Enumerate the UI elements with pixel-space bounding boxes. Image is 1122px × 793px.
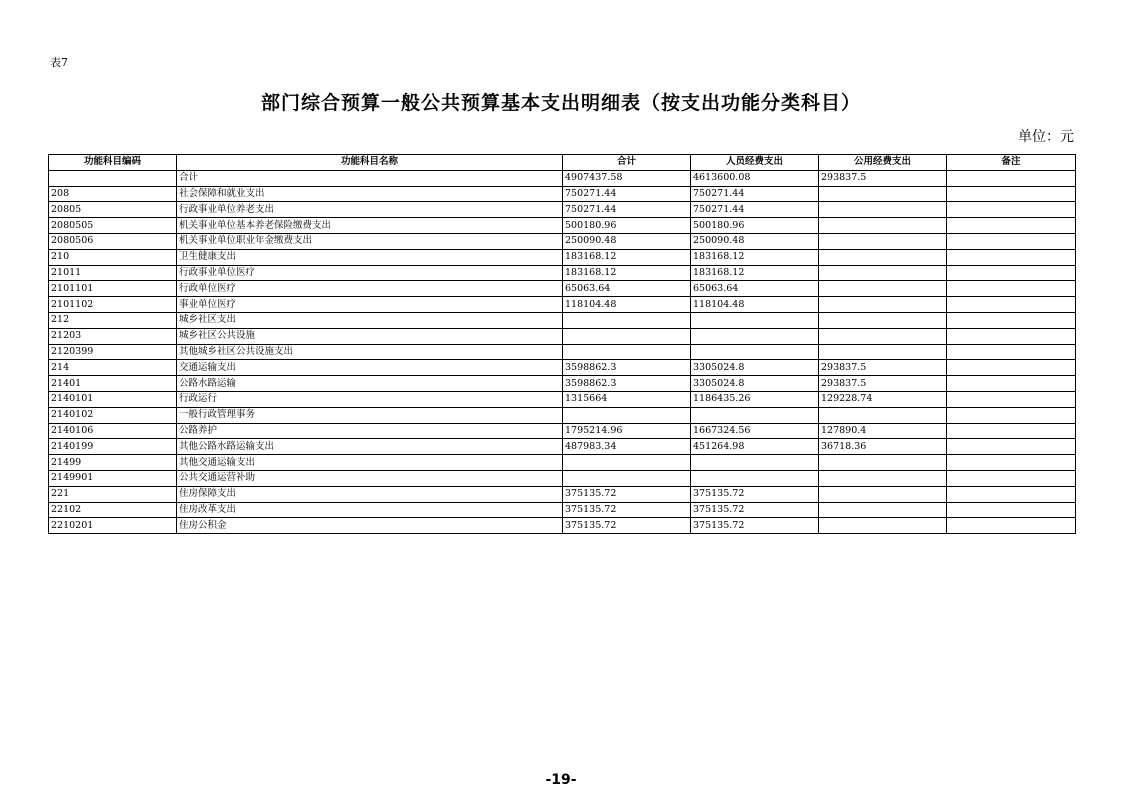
cell-code: 2080506	[49, 233, 177, 249]
column-header-personnel: 人员经费支出	[691, 155, 819, 171]
cell-code: 2140199	[49, 439, 177, 455]
cell-code: 2140106	[49, 423, 177, 439]
cell-total	[563, 344, 691, 360]
cell-total: 183168.12	[563, 249, 691, 265]
cell-code: 21203	[49, 328, 177, 344]
cell-total: 1795214.96	[563, 423, 691, 439]
cell-public	[819, 297, 947, 313]
cell-total: 118104.48	[563, 297, 691, 313]
cell-remarks	[947, 376, 1076, 392]
cell-code: 21401	[49, 376, 177, 392]
cell-code	[49, 170, 177, 186]
cell-remarks	[947, 328, 1076, 344]
cell-public: 127890.4	[819, 423, 947, 439]
cell-name: 交通运输支出	[177, 360, 563, 376]
cell-personnel	[691, 344, 819, 360]
cell-remarks	[947, 486, 1076, 502]
cell-public	[819, 312, 947, 328]
cell-personnel: 183168.12	[691, 265, 819, 281]
table-row	[49, 281, 1076, 297]
table-row	[49, 518, 1076, 534]
cell-remarks	[947, 407, 1076, 423]
cell-total: 375135.72	[563, 486, 691, 502]
cell-total: 1315664	[563, 391, 691, 407]
cell-total	[563, 328, 691, 344]
table-row	[49, 297, 1076, 313]
cell-personnel: 250090.48	[691, 233, 819, 249]
cell-personnel	[691, 312, 819, 328]
cell-remarks	[947, 312, 1076, 328]
page-title: 部门综合预算一般公共预算基本支出明细表（按支出功能分类科目）	[260, 92, 861, 114]
cell-code: 2140102	[49, 407, 177, 423]
cell-public	[819, 281, 947, 297]
cell-personnel: 375135.72	[691, 518, 819, 534]
cell-personnel	[691, 328, 819, 344]
cell-total: 183168.12	[563, 265, 691, 281]
cell-name: 公路养护	[177, 423, 563, 439]
cell-personnel: 3305024.8	[691, 360, 819, 376]
cell-public	[819, 486, 947, 502]
cell-public	[819, 233, 947, 249]
cell-personnel: 451264.98	[691, 439, 819, 455]
cell-total: 487983.34	[563, 439, 691, 455]
cell-remarks	[947, 344, 1076, 360]
column-header-remarks: 备注	[947, 155, 1076, 171]
cell-remarks	[947, 218, 1076, 234]
cell-name: 城乡社区支出	[177, 312, 563, 328]
table-row	[49, 439, 1076, 455]
cell-code: 2101101	[49, 281, 177, 297]
cell-code: 2210201	[49, 518, 177, 534]
cell-public	[819, 518, 947, 534]
cell-remarks	[947, 249, 1076, 265]
table-row	[49, 455, 1076, 471]
cell-name: 机关事业单位基本养老保险缴费支出	[177, 218, 563, 234]
cell-name: 行政运行	[177, 391, 563, 407]
cell-total: 4907437.58	[563, 170, 691, 186]
cell-public	[819, 328, 947, 344]
cell-name: 机关事业单位职业年金缴费支出	[177, 233, 563, 249]
cell-public	[819, 455, 947, 471]
cell-name: 行政事业单位医疗	[177, 265, 563, 281]
cell-public	[819, 265, 947, 281]
cell-code: 21011	[49, 265, 177, 281]
cell-code: 221	[49, 486, 177, 502]
table-row	[49, 186, 1076, 202]
cell-remarks	[947, 265, 1076, 281]
cell-public	[819, 202, 947, 218]
cell-name: 社会保障和就业支出	[177, 186, 563, 202]
table-row	[49, 218, 1076, 234]
cell-remarks	[947, 423, 1076, 439]
cell-code: 210	[49, 249, 177, 265]
cell-total	[563, 455, 691, 471]
table-row	[49, 312, 1076, 328]
cell-code: 2101102	[49, 297, 177, 313]
cell-total: 250090.48	[563, 233, 691, 249]
cell-public: 129228.74	[819, 391, 947, 407]
cell-personnel: 750271.44	[691, 202, 819, 218]
cell-personnel: 3305024.8	[691, 376, 819, 392]
cell-remarks	[947, 470, 1076, 486]
cell-remarks	[947, 455, 1076, 471]
table-row	[49, 423, 1076, 439]
cell-remarks	[947, 281, 1076, 297]
table-row	[49, 360, 1076, 376]
cell-total: 750271.44	[563, 186, 691, 202]
cell-total: 65063.64	[563, 281, 691, 297]
table-row	[49, 249, 1076, 265]
cell-remarks	[947, 439, 1076, 455]
cell-code: 214	[49, 360, 177, 376]
cell-personnel: 1186435.26	[691, 391, 819, 407]
cell-name: 住房改革支出	[177, 502, 563, 518]
cell-remarks	[947, 297, 1076, 313]
cell-personnel	[691, 470, 819, 486]
unit-label: 单位：元	[1018, 129, 1074, 145]
cell-public	[819, 407, 947, 423]
table-row	[49, 391, 1076, 407]
cell-total	[563, 312, 691, 328]
cell-code: 21499	[49, 455, 177, 471]
cell-public	[819, 186, 947, 202]
cell-code: 212	[49, 312, 177, 328]
cell-name: 公路水路运输	[177, 376, 563, 392]
table-body	[49, 170, 1076, 533]
cell-code: 2120399	[49, 344, 177, 360]
cell-public	[819, 344, 947, 360]
cell-code: 20805	[49, 202, 177, 218]
table-label: 表7	[50, 56, 68, 69]
cell-name: 行政单位医疗	[177, 281, 563, 297]
cell-total	[563, 470, 691, 486]
cell-public	[819, 470, 947, 486]
cell-public: 293837.5	[819, 170, 947, 186]
cell-personnel: 65063.64	[691, 281, 819, 297]
table-row	[49, 407, 1076, 423]
cell-total: 375135.72	[563, 518, 691, 534]
cell-total: 750271.44	[563, 202, 691, 218]
cell-personnel	[691, 407, 819, 423]
cell-personnel	[691, 455, 819, 471]
cell-public: 293837.5	[819, 376, 947, 392]
table-row	[49, 328, 1076, 344]
page-number: -19-	[545, 772, 577, 788]
cell-name: 其他城乡社区公共设施支出	[177, 344, 563, 360]
table-row	[49, 170, 1076, 186]
table-row	[49, 344, 1076, 360]
cell-total: 375135.72	[563, 502, 691, 518]
table-row	[49, 502, 1076, 518]
table-row	[49, 376, 1076, 392]
cell-name: 合计	[177, 170, 563, 186]
table-row	[49, 202, 1076, 218]
cell-public	[819, 249, 947, 265]
column-header-name: 功能科目名称	[177, 155, 563, 171]
column-header-total: 合计	[563, 155, 691, 171]
table-row	[49, 265, 1076, 281]
cell-name: 其他公路水路运输支出	[177, 439, 563, 455]
column-header-public: 公用经费支出	[819, 155, 947, 171]
cell-name: 住房保障支出	[177, 486, 563, 502]
cell-personnel: 375135.72	[691, 486, 819, 502]
cell-total: 3598862.3	[563, 360, 691, 376]
cell-name: 住房公积金	[177, 518, 563, 534]
cell-remarks	[947, 360, 1076, 376]
cell-total: 500180.96	[563, 218, 691, 234]
cell-name: 行政事业单位养老支出	[177, 202, 563, 218]
cell-remarks	[947, 170, 1076, 186]
cell-name: 公共交通运营补助	[177, 470, 563, 486]
table-row	[49, 470, 1076, 486]
cell-public: 36718.36	[819, 439, 947, 455]
cell-name: 一般行政管理事务	[177, 407, 563, 423]
cell-personnel: 375135.72	[691, 502, 819, 518]
cell-name: 城乡社区公共设施	[177, 328, 563, 344]
cell-remarks	[947, 502, 1076, 518]
cell-public	[819, 218, 947, 234]
cell-personnel: 750271.44	[691, 186, 819, 202]
cell-remarks	[947, 186, 1076, 202]
cell-name: 其他交通运输支出	[177, 455, 563, 471]
cell-name: 卫生健康支出	[177, 249, 563, 265]
cell-code: 2080505	[49, 218, 177, 234]
cell-remarks	[947, 518, 1076, 534]
cell-remarks	[947, 202, 1076, 218]
table-row	[49, 486, 1076, 502]
cell-code: 208	[49, 186, 177, 202]
cell-name: 事业单位医疗	[177, 297, 563, 313]
cell-code: 2149901	[49, 470, 177, 486]
table-row	[49, 233, 1076, 249]
cell-personnel: 118104.48	[691, 297, 819, 313]
cell-total	[563, 407, 691, 423]
cell-code: 2140101	[49, 391, 177, 407]
budget-table	[48, 154, 1076, 534]
cell-total: 3598862.3	[563, 376, 691, 392]
cell-public	[819, 502, 947, 518]
cell-personnel: 183168.12	[691, 249, 819, 265]
cell-personnel: 1667324.56	[691, 423, 819, 439]
cell-personnel: 500180.96	[691, 218, 819, 234]
cell-remarks	[947, 233, 1076, 249]
column-header-code: 功能科目编码	[49, 155, 177, 171]
cell-personnel: 4613600.08	[691, 170, 819, 186]
cell-code: 22102	[49, 502, 177, 518]
cell-public: 293837.5	[819, 360, 947, 376]
cell-remarks	[947, 391, 1076, 407]
table-header-row	[49, 155, 1076, 171]
